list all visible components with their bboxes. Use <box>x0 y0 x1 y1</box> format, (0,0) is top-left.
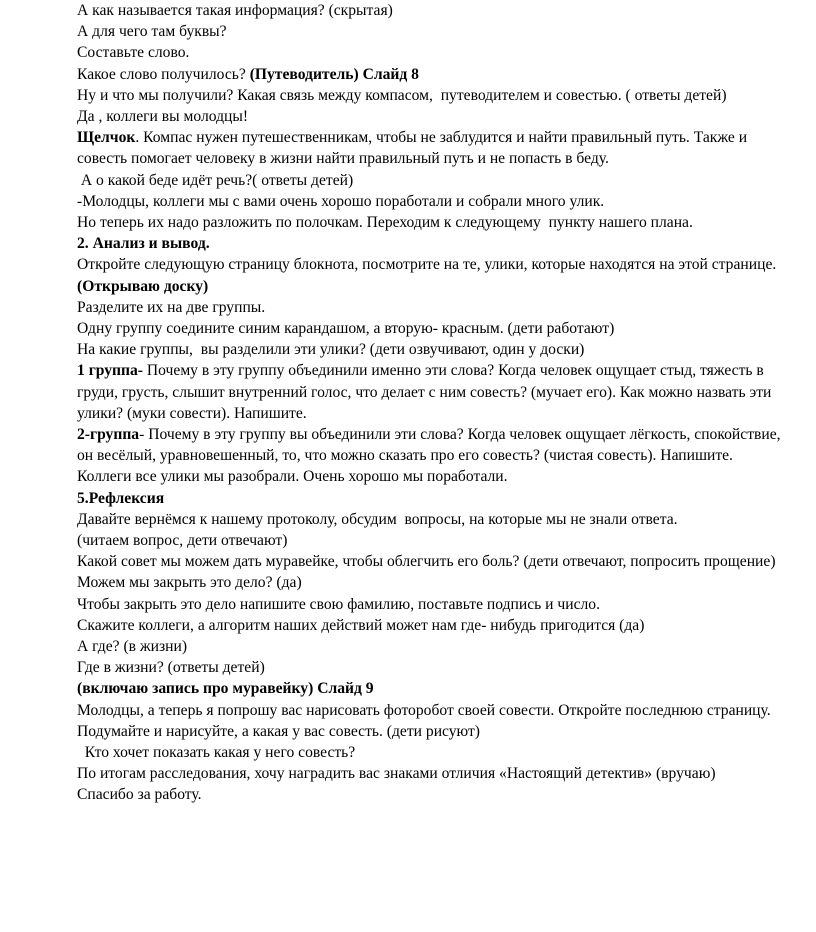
text-line <box>77 594 600 615</box>
text-line <box>77 530 287 551</box>
text-line <box>77 657 265 678</box>
text-line <box>77 191 604 212</box>
text-run: А где? (в жизни) <box>77 638 188 655</box>
text-line <box>77 403 307 424</box>
text-run: Подумайте и нарисуйте, а какая у вас совесть. (дети рисуют) <box>77 722 481 740</box>
text-line <box>77 572 302 593</box>
text-line <box>77 276 208 297</box>
text-line <box>77 763 716 784</box>
text-line <box>77 339 584 360</box>
bold-text: (Открываю доску) <box>77 277 209 295</box>
text-line <box>77 488 164 509</box>
text-run: Составьте слово. <box>77 44 190 62</box>
text-line <box>77 0 393 21</box>
bold-text: 2. Анализ и вывод. <box>77 235 210 253</box>
bold-text: (включаю запись про муравейку) Слайд 9 <box>77 680 374 698</box>
text-line <box>77 784 202 805</box>
text-run: улики? (муки совести). Напишите. <box>77 404 307 422</box>
text-line <box>77 615 644 636</box>
text-run: Чтобы закрыть это дело напишите свою фамилию, поставьте подпись и число. <box>77 595 600 613</box>
text-run: Одну группу соедините синим карандашом, а вторую- красным. (дети работают) <box>77 320 615 337</box>
text-run: А как называется такая информация? (скрытая) <box>77 2 393 19</box>
text-line <box>77 551 776 572</box>
text-line <box>77 233 210 254</box>
text-run: Но теперь их надо разложить по полочкам. Переходим к следующему пункту нашего плана. <box>77 214 693 231</box>
text-line <box>77 678 374 699</box>
text-line <box>77 148 609 169</box>
text-run: Скажите коллеги, а алгоритм наших действий может нам где- нибудь пригодится (да) <box>77 616 645 634</box>
text-run: он весёлый, уравновешенный, то, что можно сказать про его совесть? (чистая совесть). Напишите. <box>77 447 733 465</box>
text-run: Почему в эту группу объединили именно эти слова? Когда человек ощущает стыд, тяжесть в <box>143 362 764 380</box>
text-line <box>77 466 508 487</box>
text-run: А для чего там буквы? <box>77 23 227 41</box>
text-run: - Почему в эту группу вы объединили эти слова? Когда человек ощущает лёгкость, спокойствие, <box>139 426 781 443</box>
text-line <box>77 318 614 339</box>
text-run: На какие группы, вы разделили эти улики? (дети озвучивают, один у доски) <box>77 341 585 359</box>
bold-text: Щелчок <box>77 129 136 147</box>
text-run: Ну и что мы получили? Какая связь между компасом, путеводителем и совестью. ( ответы детей) <box>77 86 727 104</box>
text-run: Какое слово получилось? <box>77 65 250 83</box>
text-line <box>77 106 248 127</box>
bold-text: 5.Рефлексия <box>77 489 165 507</box>
text-run: Где в жизни? (ответы детей) <box>77 659 265 677</box>
text-run: Разделите их на две группы. <box>77 298 266 316</box>
text-line <box>77 254 776 275</box>
text-line <box>77 424 781 445</box>
text-line <box>77 360 764 381</box>
text-run: Коллеги все улики мы разобрали. Очень хорошо мы поработали. <box>77 468 508 486</box>
text-run: (читаем вопрос, дети отвечают) <box>77 532 288 549</box>
bold-text: (Путеводитель) Слайд 8 <box>249 65 419 83</box>
text-line <box>77 700 771 721</box>
text-run: А о какой беде идёт речь?( ответы детей) <box>77 171 354 189</box>
text-line <box>77 42 189 63</box>
text-run: груди, грусть, слышит внутренний голос, что делает с ним совесть? (мучает его). Как можно назвать эти <box>77 383 772 401</box>
text-line <box>77 445 733 466</box>
text-line <box>77 721 480 742</box>
text-run: совесть помогает человеку в жизни найти правильный путь и не попасть в беду. <box>77 150 609 168</box>
bold-text: 2-группа <box>77 426 140 443</box>
text-line <box>77 85 727 106</box>
text-line <box>77 509 678 530</box>
text-run: Можем мы закрыть это дело? (да) <box>77 574 302 592</box>
text-run: По итогам расследования, хочу наградить вас знаками отличия «Настоящий детектив» (вручаю) <box>77 765 716 783</box>
text-line <box>77 636 187 657</box>
text-run: Какой совет мы можем дать муравейке, чтобы облегчить его боль? (дети отвечают, попросить прощение) <box>77 553 776 571</box>
text-run: Кто хочет показать какая у него совесть? <box>77 744 356 761</box>
text-run: Да , коллеги вы молодцы! <box>77 108 249 125</box>
text-run: Откройте следующую страницу блокнота, посмотрите на те, улики, которые находятся на этой странице. <box>77 256 777 274</box>
text-line <box>77 64 419 85</box>
text-line <box>77 127 747 148</box>
text-run: Спасибо за работу. <box>77 786 202 804</box>
text-run: . Компас нужен путешественникам, чтобы не заблудится и найти правильный путь. Также и <box>135 129 748 147</box>
text-run: Давайте вернёмся к нашему протоколу, обсудим вопросы, на которые мы не знали ответа. <box>77 510 678 528</box>
text-line <box>77 297 265 318</box>
text-line <box>77 382 771 403</box>
text-line <box>77 212 693 233</box>
text-line <box>77 742 355 763</box>
text-line <box>77 21 227 42</box>
text-line <box>77 170 353 191</box>
text-run: -Молодцы, коллеги мы с вами очень хорошо поработали и собрали много улик. <box>77 192 605 210</box>
bold-text: 1 группа- <box>77 362 143 380</box>
text-run: Молодцы, а теперь я попрошу вас нарисовать фоторобот своей совести. Откройте последнюю страницу. <box>77 701 771 719</box>
